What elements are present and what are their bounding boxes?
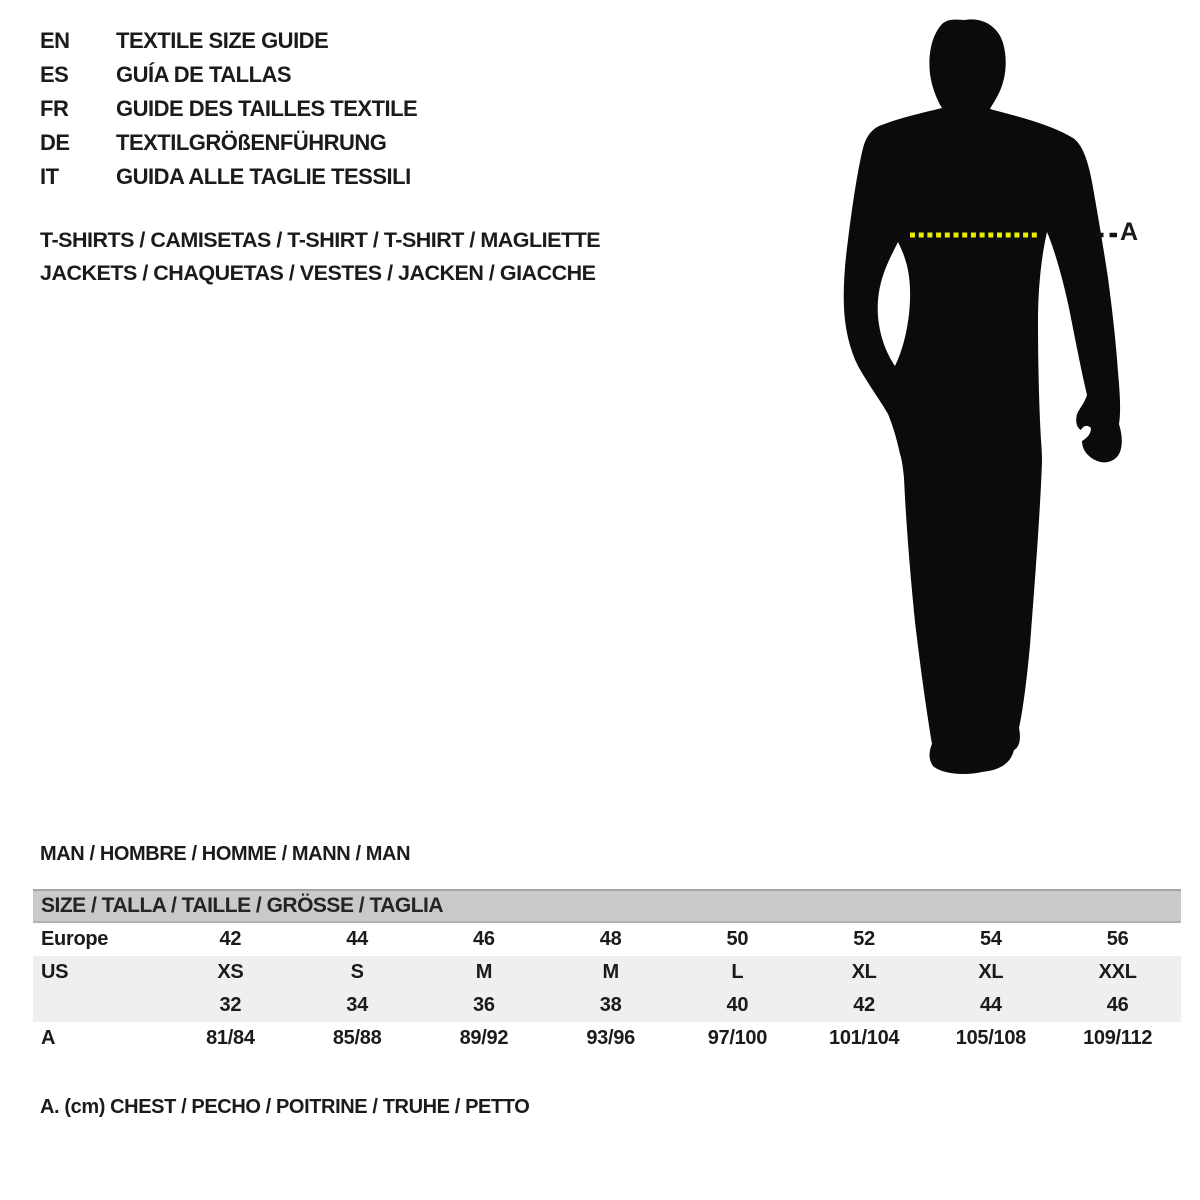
size-cell: 38	[599, 994, 622, 1016]
table-row-us-numeric	[33, 989, 1181, 1022]
size-cell: 54	[980, 928, 1002, 950]
category-line-jackets: JACKETS / CHAQUETAS / VESTES / JACKEN / GIACCHE	[40, 261, 596, 285]
lang-row-de	[40, 126, 417, 160]
size-cell: XXL	[1098, 961, 1137, 983]
size-cell: XS	[217, 961, 244, 983]
lang-label: GUIDE DES TAILLES TEXTILE	[116, 96, 418, 121]
size-table-header: SIZE / TALLA / TAILLE / GRÖSSE / TAGLIA	[33, 889, 1181, 923]
size-cell: 93/96	[586, 1027, 635, 1049]
size-cell: 42	[219, 928, 242, 950]
category-lines	[40, 224, 600, 290]
lang-row-fr	[40, 92, 417, 126]
lang-code: ES	[40, 62, 69, 87]
lang-label: GUÍA DE TALLAS	[116, 62, 292, 87]
size-cell: M	[475, 961, 493, 983]
size-cell: M	[602, 961, 619, 983]
measure-label-a: A	[1120, 218, 1138, 246]
size-cell: 105/108	[955, 1027, 1026, 1049]
size-cell: 34	[346, 994, 368, 1016]
lang-label: TEXTILE SIZE GUIDE	[116, 28, 329, 53]
size-cell: 97/100	[707, 1027, 768, 1049]
size-cell: S	[350, 961, 364, 983]
size-cell: 52	[853, 928, 875, 950]
size-cell: 56	[1106, 928, 1129, 950]
footnote-chest: A. (cm) CHEST / PECHO / POITRINE / TRUHE / PETTO	[40, 1096, 530, 1118]
lang-code: IT	[40, 164, 59, 189]
man-silhouette	[844, 19, 1122, 774]
lang-code: EN	[40, 28, 70, 53]
size-cell: 36	[473, 994, 495, 1016]
row-label: A	[41, 1027, 56, 1049]
size-cell: 46	[473, 928, 495, 950]
size-cell: 109/112	[1083, 1027, 1153, 1049]
row-label: US	[41, 961, 69, 983]
size-cell: 89/92	[459, 1027, 509, 1049]
language-list	[40, 24, 417, 194]
lang-row-en	[40, 24, 417, 58]
size-cell: 44	[346, 928, 368, 950]
lang-row-es	[40, 58, 417, 92]
lang-label: GUIDA ALLE TAGLIE TESSILI	[116, 164, 411, 189]
size-table	[33, 889, 1181, 1055]
man-silhouette-figure	[830, 10, 1150, 800]
size-cell: 42	[853, 994, 875, 1016]
size-cell: 44	[980, 994, 1002, 1016]
table-row-europe	[33, 923, 1181, 956]
lang-code: FR	[40, 96, 69, 121]
size-cell: 50	[726, 928, 749, 950]
table-row-us	[33, 956, 1181, 989]
size-cell: 32	[219, 994, 242, 1016]
size-cell: 40	[726, 994, 749, 1016]
table-row-chest-a	[33, 1022, 1181, 1055]
size-cell: XL	[978, 961, 1004, 983]
section-title-man: MAN / HOMBRE / HOMME / MANN / MAN	[40, 843, 411, 865]
size-cell: 81/84	[206, 1027, 255, 1049]
size-cell: XL	[851, 961, 877, 983]
lang-label: TEXTILGRÖßENFÜHRUNG	[116, 130, 387, 155]
row-label: Europe	[41, 928, 109, 950]
size-cell: 85/88	[332, 1027, 382, 1049]
lang-code: DE	[40, 130, 70, 155]
size-cell: L	[731, 961, 744, 983]
lang-row-it	[40, 160, 417, 194]
category-line-tshirts: T-SHIRTS / CAMISETAS / T-SHIRT / T-SHIRT / MAGLIETTE	[40, 228, 601, 252]
size-cell: 46	[1106, 994, 1129, 1016]
size-cell: 101/104	[829, 1027, 900, 1049]
size-cell: 48	[599, 928, 622, 950]
